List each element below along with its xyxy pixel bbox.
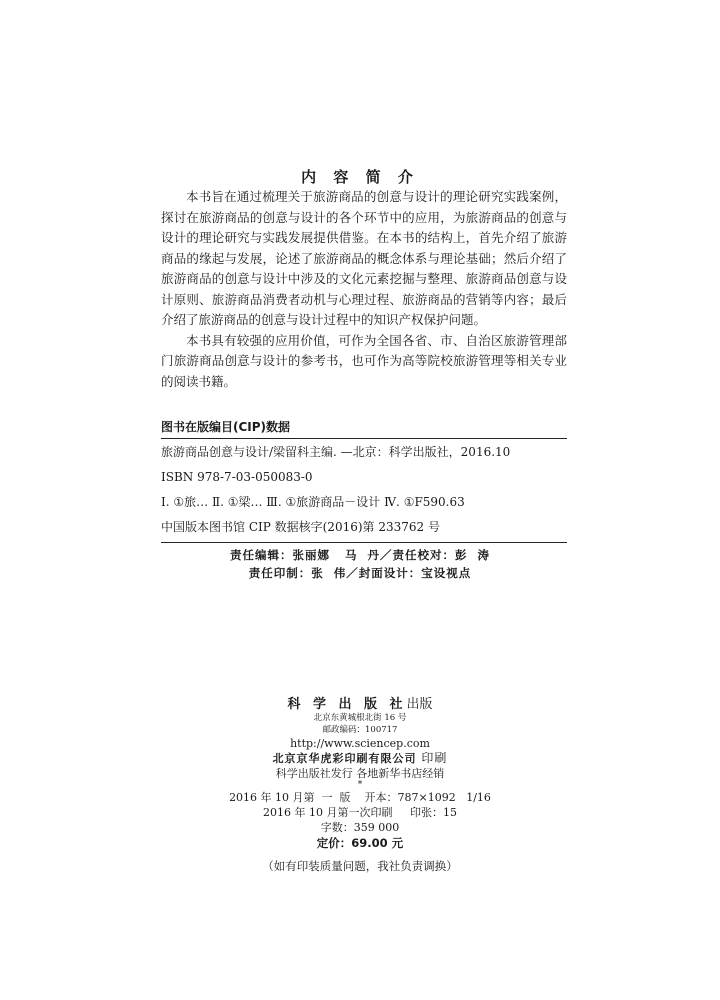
- printing-line: 2016 年 10 月第一次印刷 印张：15: [263, 806, 457, 819]
- edition-line: 2016 年 10 月第 一 版 开本：787×1092 1/16: [229, 791, 491, 804]
- cip-heading: 图书在版编目(CIP)数据: [161, 418, 567, 439]
- credits-production-line: 责任印制：张 伟／封面设计：宝设视点: [248, 566, 472, 580]
- printer-suffix: 印刷: [421, 751, 448, 765]
- printer-name: 北京京华虎彩印刷有限公司: [272, 752, 417, 765]
- publisher-suffix: 出版: [406, 697, 433, 712]
- price-line: 定价：69.00 元: [316, 836, 404, 850]
- publisher-name: 科 学 出 版 社: [287, 697, 407, 712]
- page-title: 内 容 简 介: [301, 168, 419, 186]
- distribution-line: 科学出版社发行 各地新华书店经销: [275, 767, 445, 780]
- separator-star: *: [357, 780, 363, 790]
- summary-paragraph: 本书具有较强的应用价值，可作为全国各省、市、自治区旅游管理部门旅游商品创意与设计的参考书，也可作为高等院校旅游管理等相关专业的阅读书籍。: [161, 332, 567, 389]
- publisher-line: [0, 697, 720, 712]
- cip-bottom-rule: [161, 542, 567, 543]
- summary-section: [161, 187, 567, 392]
- imprint-block: [0, 697, 720, 874]
- credits-block: [0, 546, 720, 582]
- cip-classification-line: Ⅰ. ①旅… Ⅱ. ①梁… Ⅲ. ①旅游商品－设计 Ⅳ. ①F590.63: [161, 495, 465, 509]
- credits-editor-line: 责任编辑：张丽娜 马 丹／责任校对：彭 涛: [229, 548, 491, 562]
- publisher-url: http://www.sciencep.com: [290, 737, 430, 750]
- publisher-postcode: 邮政编码：100717: [322, 725, 398, 735]
- cip-title-line: 旅游商品创意与设计/梁留科主编. —北京：科学出版社，2016.10: [161, 445, 511, 459]
- printer-line: [0, 751, 720, 766]
- publisher-address: 北京东黄城根北街 16 号: [313, 713, 407, 723]
- cip-isbn-line: ISBN 978-7-03-050083-0: [161, 470, 313, 484]
- word-count: 字数：359 000: [320, 821, 400, 834]
- cip-block: [161, 418, 567, 543]
- summary-paragraph: 本书旨在通过梳理关于旅游商品的创意与设计的理论研究实践案例，探讨在旅游商品的创意与设计的各个环节中的应用，为旅游商品的创意与设计的理论研究与实践发展提供借鉴。在本书的结构上，首先介绍了旅游商品的缘起与发展，论述了旅游商品的概念体系与理论基础；然后介绍了旅游商品的创意与设计中涉及的文化元素挖掘与整理、旅游商品创意与设计原则、旅游商品消费者动机与心理过程、旅游商品的营销等内容；最后介绍了旅游商品的创意与设计过程中的知识产权保护问题。: [161, 189, 567, 327]
- cip-record-line: 中国版本图书馆 CIP 数据核字(2016)第 233762 号: [161, 520, 440, 534]
- quality-note: （如有印装质量问题，我社负责调换）: [262, 859, 458, 873]
